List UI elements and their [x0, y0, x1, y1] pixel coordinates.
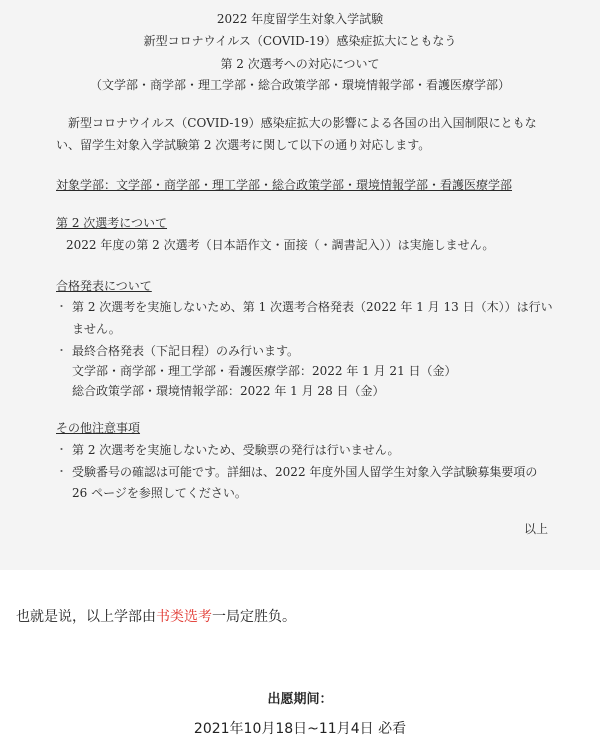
- application-period-dates: 2021年10月18日~11月4日 必看: [193, 721, 407, 737]
- bullet-mark: ・: [56, 300, 67, 313]
- intro-paragraph: 新型コロナウイルス（COVID-19）感染症拡大の影響による各国の出入国制限にともない、留学生対象入学試験第 2 次選考に関して以下の通り対応します。: [56, 116, 537, 152]
- section-line: 総合政策学部・環境情報学部：2022 年 1 月 28 日（金）: [72, 384, 385, 398]
- section-line: 2022 年度の第 2 次選考（日本語作文・面接（・調書記入））は実施しません。: [66, 238, 495, 252]
- application-period-title: 出愿期间：: [267, 692, 333, 707]
- section-line: 第 2 次選考を実施しないため、受験票の発行は行いません。: [72, 443, 400, 457]
- section-heading-results: 合格発表について: [56, 279, 152, 293]
- section-line: ません。: [72, 322, 121, 336]
- notice-title-line-3: 第 2 次選考への対応について: [220, 57, 380, 71]
- section-heading-notes: その他注意事項: [56, 421, 141, 435]
- remark-text-end: 一局定胜负。: [212, 609, 296, 625]
- summary-remark: [16, 606, 296, 626]
- bullet-mark: ・: [56, 344, 67, 357]
- section-line: 第 2 次選考を実施しないため、第 1 次選考合格発表（2022 年 1 月 13 日（木））は行い: [72, 300, 553, 314]
- section-heading-second-selection: 第 2 次選考について: [56, 216, 168, 230]
- target-faculties: 対象学部：文学部・商学部・理工学部・総合政策学部・環境情報学部・看護医療学部: [56, 178, 513, 192]
- section-line: 受験番号の確認は可能です。詳細は、2022 年度外国人留学生対象入学試験募集要項の: [72, 465, 538, 479]
- closing-mark: 以上: [524, 522, 549, 536]
- bullet-mark: ・: [56, 443, 67, 456]
- remark-text: 也就是说，以上学部由: [16, 609, 156, 625]
- section-line: 文学部・商学部・理工学部・看護医療学部：2022 年 1 月 21 日（金）: [72, 364, 457, 378]
- section-line: 26 ページを参照してください。: [72, 486, 247, 500]
- section-line: 最終合格発表（下記日程）のみ行います。: [72, 344, 300, 358]
- notice-title-line-2: 新型コロナウイルス（COVID-19）感染症拡大にともなう: [143, 34, 457, 48]
- notice-title: 2022 年度留学生対象入学試験: [216, 12, 384, 26]
- remark-highlight: 书类选考: [156, 609, 212, 625]
- notice-faculties: （文学部・商学部・理工学部・総合政策学部・環境情報学部・看護医療学部）: [89, 78, 510, 92]
- bullet-mark: ・: [56, 465, 67, 478]
